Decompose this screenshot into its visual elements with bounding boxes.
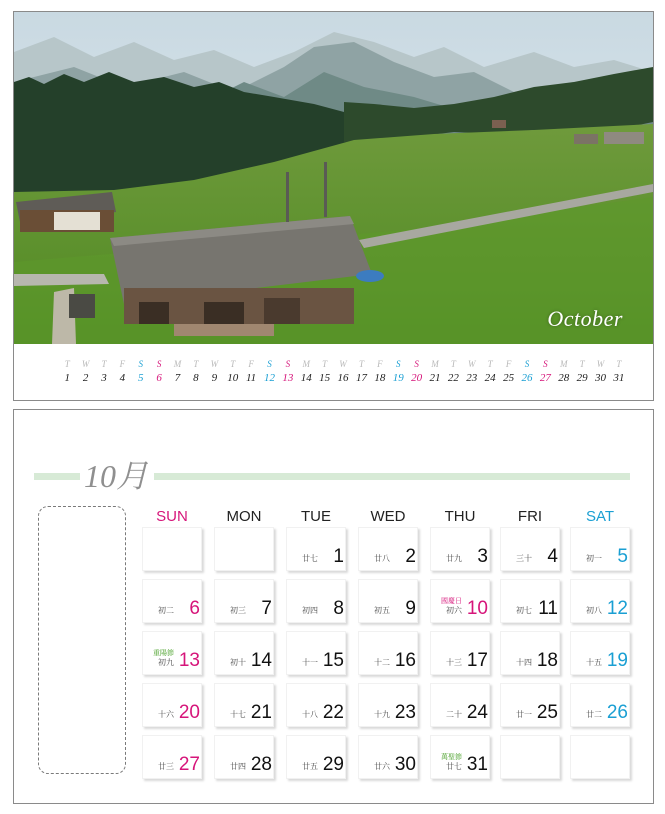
empty-day-cell [142,527,202,571]
strip-weekday: T [322,359,328,369]
strip-weekday-row [58,358,628,370]
alpine-meadow-image [14,12,653,344]
strip-day: 15 [319,372,331,384]
strip-day: 6 [156,372,162,384]
day-cell[interactable] [142,579,202,623]
header-rule-left [34,473,80,480]
holiday-label: 國慶日 [441,598,462,605]
weekday-header-mon: MON [226,508,262,525]
strip-day: 28 [558,372,570,384]
strip-day: 11 [246,372,257,384]
day-number: 1 [333,546,344,567]
strip-weekday: S [414,359,419,369]
weekday-header-sat: SAT [585,508,615,525]
lunar-date: 十九 [374,710,390,719]
lunar-date: 廿八 [374,554,390,563]
strip-day: 10 [227,372,239,384]
day-cell[interactable] [358,579,418,623]
mini-date-strip [58,358,628,386]
lunar-date: 初三 [230,606,246,615]
strip-day: 24 [484,372,496,384]
day-number: 3 [477,546,488,567]
day-number: 20 [178,702,200,723]
day-number: 14 [250,650,272,671]
day-number: 12 [606,598,628,619]
strip-weekday: S [156,359,162,369]
lunar-date: 十二 [374,658,390,667]
day-number: 13 [178,650,200,671]
strip-day: 7 [174,372,181,384]
strip-day: 22 [447,372,459,384]
day-number: 22 [322,702,344,723]
strip-day: 27 [539,372,551,384]
lunar-date: 初一 [586,554,602,563]
weekday-header-wed: WED [370,508,406,525]
strip-weekday: S [138,359,143,369]
day-number: 11 [538,598,558,619]
photo-month-caption: October [547,306,623,331]
day-number: 15 [322,650,344,671]
day-number: 10 [466,598,488,619]
strip-weekday: W [210,359,219,369]
strip-day: 30 [595,372,607,384]
strip-day: 31 [613,372,625,384]
day-number: 21 [250,702,272,723]
strip-weekday: T [64,359,70,369]
holiday-label: 重陽節 [153,650,174,657]
strip-day: 13 [282,372,294,384]
strip-day: 25 [503,372,515,384]
weekday-header-sun: SUN [156,508,188,525]
strip-weekday: F [505,359,512,369]
day-cell[interactable] [500,527,560,571]
lunar-date: 廿六 [374,762,390,771]
strip-day: 9 [211,372,218,384]
strip-day-row [58,370,628,386]
strip-weekday: S [285,359,291,369]
day-number: 28 [250,754,272,775]
lunar-date: 廿七 [302,554,318,563]
strip-weekday: W [468,359,476,369]
day-number: 27 [178,754,200,775]
strip-weekday: T [193,359,199,369]
day-cell[interactable] [142,631,202,675]
day-number: 4 [547,546,558,567]
month-grid-card [13,409,654,804]
day-cell[interactable] [214,579,274,623]
strip-weekday: W [339,359,347,369]
day-cell[interactable] [214,735,274,779]
day-cell[interactable] [214,631,274,675]
day-number: 8 [333,598,344,619]
strip-day: 12 [263,372,275,384]
strip-weekday: S [543,359,548,369]
day-number: 31 [466,754,488,775]
strip-day: 16 [337,372,349,384]
day-number: 7 [261,598,272,619]
day-cell[interactable] [286,579,346,623]
strip-day: 3 [101,372,107,384]
day-number: 29 [322,754,344,775]
day-cell[interactable] [358,631,418,675]
strip-weekday: M [173,359,182,369]
lunar-date: 廿三 [158,762,174,771]
day-number: 24 [466,702,488,723]
lunar-date: 十六 [158,710,174,719]
holiday-label: 萬聖節 [441,754,462,761]
strip-day: 19 [392,372,404,384]
day-cell[interactable] [142,683,202,727]
strip-weekday: S [267,359,272,369]
lunar-date: 三十 [516,554,532,563]
day-cell[interactable] [500,683,560,727]
weekday-header-thu: THU [444,508,476,525]
lunar-date: 廿五 [302,762,318,771]
day-cell[interactable] [570,683,630,727]
day-number: 19 [606,650,628,671]
strip-weekday: M [559,359,568,369]
lunar-date: 初二 [158,606,174,615]
strip-weekday: M [431,359,439,369]
lunar-date: 十八 [302,710,318,719]
lunar-date: 初九 [158,658,174,667]
strip-weekday: T [450,359,456,369]
lunar-date: 十一 [302,658,318,667]
day-number: 2 [405,546,416,567]
day-number: 5 [617,546,628,567]
strip-weekday: S [395,359,401,369]
lunar-date: 初十 [230,658,246,667]
strip-day: 17 [355,372,367,384]
lunar-date: 十五 [586,658,602,667]
day-number: 25 [536,702,558,723]
strip-weekday: F [119,359,126,369]
strip-weekday: T [579,359,585,369]
lunar-date: 廿九 [446,554,462,563]
strip-weekday: S [524,359,530,369]
strip-weekday: T [230,359,236,369]
empty-day-cell [500,735,560,779]
weekday-header-fri: FRI [517,508,543,525]
day-cell[interactable] [430,683,490,727]
day-cell[interactable] [570,579,630,623]
strip-day: 18 [374,372,386,384]
day-cell[interactable] [430,527,490,571]
day-number: 18 [536,650,558,671]
strip-weekday: F [377,359,383,369]
lunar-date: 廿一 [516,710,532,719]
lunar-date: 初五 [374,606,390,615]
strip-day: 2 [82,372,89,384]
day-number: 23 [394,702,416,723]
day-cell[interactable] [430,735,490,779]
strip-day: 5 [138,372,144,384]
strip-weekday: T [101,359,107,369]
header-rule-right [154,473,630,480]
strip-day: 8 [193,372,199,384]
month-title: 10月 [84,458,149,494]
day-cell[interactable] [358,683,418,727]
lunar-date: 廿七 [446,762,462,771]
day-cell[interactable] [286,631,346,675]
day-cell[interactable] [286,527,346,571]
lunar-date: 十三 [446,658,462,667]
day-cell[interactable] [358,527,418,571]
day-cell[interactable] [286,683,346,727]
day-cell[interactable] [358,735,418,779]
day-cell[interactable] [430,631,490,675]
strip-day: 4 [119,372,126,384]
strip-day: 26 [521,372,533,384]
lunar-date: 初八 [586,606,602,615]
strip-weekday: F [248,359,254,369]
day-number: 6 [189,598,200,619]
lunar-date: 十七 [230,710,246,719]
day-cell[interactable] [500,631,560,675]
notes-box[interactable] [38,506,126,774]
strip-day: 20 [411,372,423,384]
day-cell[interactable] [214,683,274,727]
strip-day: 23 [466,372,478,384]
day-number: 30 [394,754,416,775]
strip-weekday: W [81,359,90,369]
day-cell[interactable] [570,527,630,571]
day-cell[interactable] [286,735,346,779]
strip-day: 21 [429,372,441,384]
strip-day: 14 [300,372,312,384]
strip-weekday: M [302,359,311,369]
day-cell[interactable] [570,631,630,675]
lunar-date: 十四 [516,658,532,667]
day-number: 26 [606,702,628,723]
strip-weekday: W [596,359,605,369]
photo-calendar-card [13,11,654,401]
strip-day: 29 [576,372,588,384]
lunar-date: 廿四 [230,762,246,771]
day-cell[interactable] [430,579,490,623]
weekday-header-tue: TUE [301,508,331,525]
lunar-date: 初六 [446,606,462,615]
day-cell[interactable] [500,579,560,623]
empty-day-cell [570,735,630,779]
lunar-date: 初四 [302,606,318,615]
strip-weekday: T [358,359,364,369]
lunar-date: 初七 [516,606,532,615]
day-number: 17 [466,650,488,671]
lunar-date: 二十 [446,710,462,719]
day-number: 16 [394,650,416,671]
day-number: 9 [405,598,416,619]
strip-day: 1 [64,372,70,384]
landscape-photo [14,12,653,344]
empty-day-cell [214,527,274,571]
lunar-date: 廿二 [586,710,602,719]
strip-weekday: T [616,359,622,369]
strip-weekday: T [487,359,493,369]
day-cell[interactable] [142,735,202,779]
